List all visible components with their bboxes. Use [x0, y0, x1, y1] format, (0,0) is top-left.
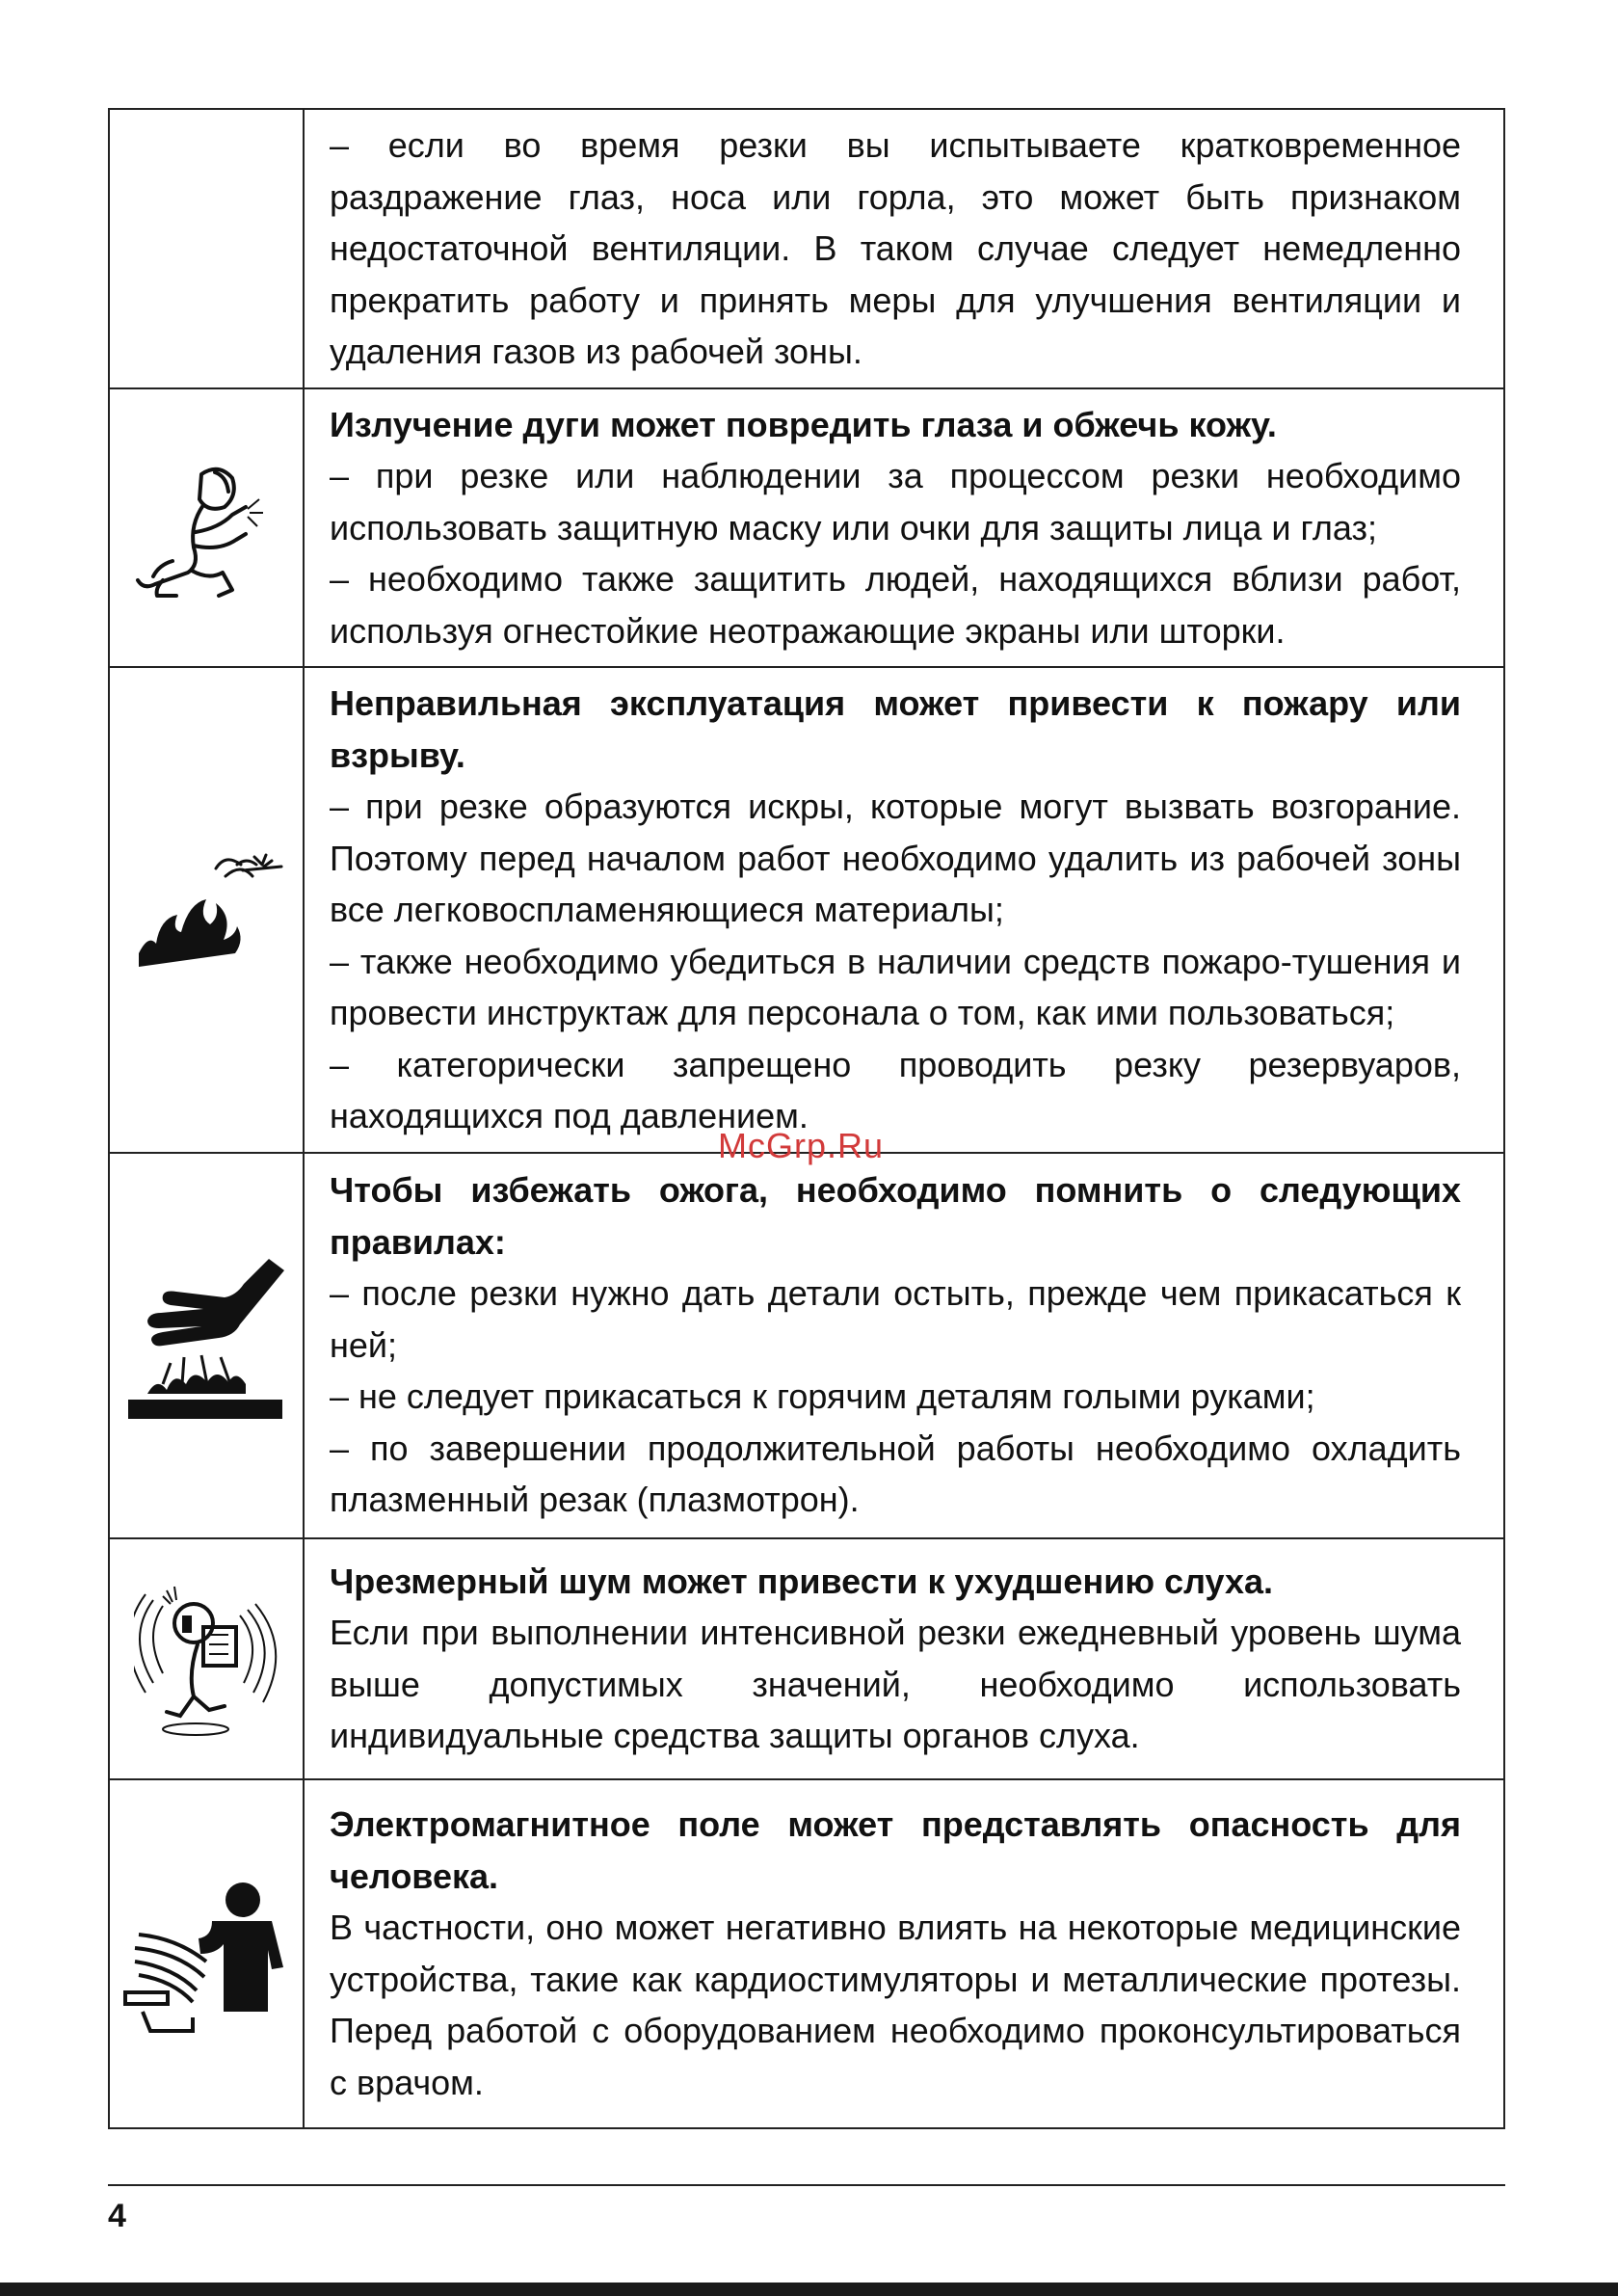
- paragraph: – если во время резки вы испытываете кратковременное раздражение глаз, носа или горла, это может быть признаком недостаточной вентиляции. В таком случае следует немедленно прекратить работу и принять меры для улучшения вентиляции и удаления газов из рабочей зоны.: [330, 125, 1461, 371]
- electromagnetic-field-icon: [119, 1867, 293, 2041]
- hot-surface-hand-icon: [124, 1249, 288, 1442]
- table-row: [109, 388, 1504, 668]
- text-cell: [304, 1779, 1504, 2128]
- text-cell: [304, 1153, 1504, 1538]
- icon-cell: [109, 667, 304, 1153]
- text-cell: [304, 667, 1504, 1153]
- paragraph: Если при выполнении интенсивной резки ежедневный уровень шума выше допустимых значений, необходимо использовать индивидуальные средства защиты органов слуха.: [330, 1613, 1461, 1755]
- icon-cell: [109, 1779, 304, 2128]
- paragraph: – по завершении продолжительной работы необходимо охладить плазменный резак (плазмотрон).: [330, 1428, 1461, 1520]
- bottom-bar: [0, 2283, 1618, 2296]
- flame-shape: [139, 899, 241, 967]
- paragraph: – необходимо также защитить людей, находящихся вблизи работ, используя огнестойкие неотражающие экраны или шторки.: [330, 559, 1461, 651]
- row-heading: Неправильная эксплуатация может привести к пожару или взрыву.: [330, 683, 1461, 775]
- paragraph: – не следует прикасаться к горячим деталям голыми руками;: [330, 1376, 1315, 1417]
- noise-hearing-icon: [134, 1577, 279, 1741]
- paragraph: – категорически запрещено проводить резку резервуаров, находящихся под давлением.: [330, 1044, 1461, 1135]
- paragraph: В частности, оно может негативно влиять на некоторые медицинские устройства, такие как кардиостимуляторы и металлические протезы. Перед работой с оборудованием необходимо проконсультироваться с врачом.: [330, 1908, 1461, 2102]
- paragraph: – после резки нужно дать детали остыть, прежде чем прикасаться к ней;: [330, 1273, 1461, 1365]
- paragraph: – также необходимо убедиться в наличии средств пожаро-тушения и провести инструктаж для персонала о том, как ими пользоваться;: [330, 941, 1461, 1032]
- footer-divider: [108, 2184, 1505, 2186]
- paragraph: – при резке образуются искры, которые могут вызвать возгорание. Поэтому перед началом работ необходимо удалить из рабочей зоны все легковоспламеняющиеся материалы;: [330, 787, 1461, 929]
- icon-cell: [109, 1538, 304, 1779]
- page-number: 4: [108, 2198, 126, 2234]
- table-row: [109, 1153, 1504, 1538]
- row-heading: Электромагнитное поле может представлять опасность для человека.: [330, 1804, 1461, 1896]
- row-heading: Излучение дуги может повредить глаза и обжечь кожу.: [330, 404, 1277, 444]
- safety-table: [108, 108, 1505, 2129]
- row-heading: Чтобы избежать ожога, необходимо помнить о следующих правилах:: [330, 1170, 1461, 1262]
- row-heading: Чрезмерный шум может привести к ухудшению слуха.: [330, 1561, 1273, 1601]
- text-cell: [304, 1538, 1504, 1779]
- icon-cell-empty: [109, 109, 304, 388]
- table-row: [109, 1538, 1504, 1779]
- text-cell: [304, 388, 1504, 668]
- table-row: [109, 1779, 1504, 2128]
- paragraph: – при резке или наблюдении за процессом резки необходимо использовать защитную маску или очки для защиты лица и глаз;: [330, 456, 1461, 547]
- fire-sparks-icon: [119, 847, 293, 973]
- table-row: [109, 667, 1504, 1153]
- text-cell: [304, 109, 1504, 388]
- watermark: McGrp.Ru: [718, 1126, 885, 1165]
- icon-cell: [109, 1153, 304, 1538]
- table-row: [109, 109, 1504, 388]
- icon-cell: [109, 388, 304, 668]
- welder-arc-icon: [134, 445, 279, 609]
